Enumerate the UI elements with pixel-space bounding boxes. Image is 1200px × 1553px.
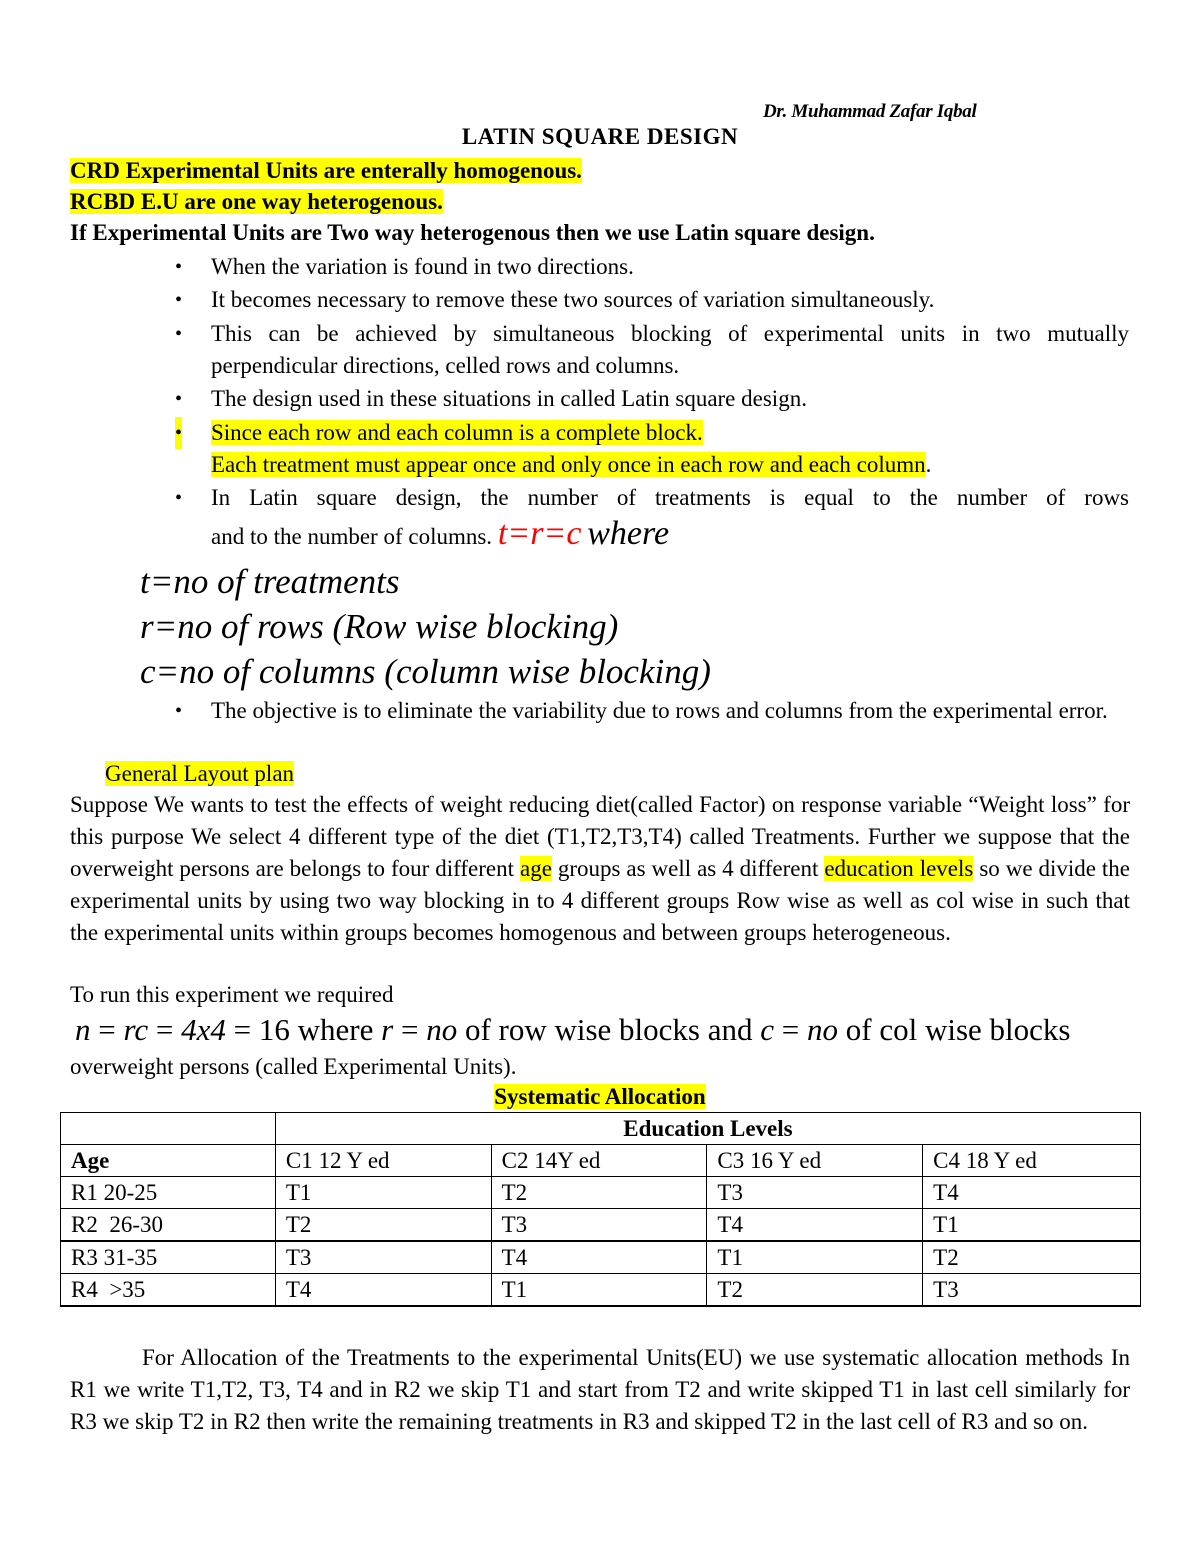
- table-cell: T4: [491, 1241, 707, 1274]
- bullet-icon: •: [175, 256, 183, 278]
- description-paragraph: Suppose We wants to test the effects of weight reducing diet(called Factor) on response variable “Weight loss” for this purpose We select 4 different type of the diet (T1,T2,T3,T4) called Treatments. Further we suppose that the overweight persons are belongs to four different age groups as well as 4 different education levels so we divide the experimental units by using two way blocking in to 4 different groups Row wise as well as col wise in such that the experimental units within groups becomes homogenous and between groups heterogeneous.: [70, 792, 1131, 945]
- row-label: R1 20-25: [61, 1177, 276, 1209]
- column-header: C1 12 Y ed: [275, 1145, 491, 1177]
- table-cell: T3: [923, 1274, 1141, 1307]
- table-cell: T4: [923, 1177, 1141, 1209]
- definition-c: c=no of columns (column wise blocking): [140, 652, 711, 691]
- table-row: [61, 1177, 1141, 1209]
- row-header: Age: [61, 1145, 276, 1177]
- bullet-item: • When the variation is found in two directions.: [211, 251, 1129, 283]
- author-name: Dr. Muhammad Zafar Iqbal: [763, 101, 977, 122]
- bullet-icon: •: [175, 700, 183, 722]
- table-row: [61, 1241, 1141, 1274]
- bullet-item: • This can be achieved by simultaneous blocking of experimental units in two mutually perpendicular directions, celled rows and columns.: [211, 318, 1129, 382]
- table-cell: T1: [275, 1177, 491, 1209]
- bullet-item: • It becomes necessary to remove these two sources of variation simultaneously.: [211, 284, 1129, 316]
- table-cell: T3: [491, 1209, 707, 1242]
- table-cell: [61, 1113, 276, 1145]
- table-cell: T4: [275, 1274, 491, 1307]
- bullet-item: • The design used in these situations in called Latin square design.: [211, 383, 1129, 415]
- bullet-item: • In Latin square design, the number of treatments is equal to the number of rows: [211, 482, 1129, 514]
- group-header: Education Levels: [275, 1113, 1140, 1145]
- layout-heading: General Layout plan: [105, 761, 295, 786]
- definition-r: r=no of rows (Row wise blocking): [140, 607, 619, 646]
- row-label: R3 31-35: [61, 1241, 276, 1274]
- table-cell: T2: [275, 1209, 491, 1242]
- latin-statement: If Experimental Units are Two way heterogenous then we use Latin square design.: [70, 220, 875, 245]
- column-header: C3 16 Y ed: [707, 1145, 923, 1177]
- table-row: [61, 1274, 1141, 1307]
- row-label: R2 26-30: [61, 1209, 276, 1242]
- table-cell: T3: [275, 1241, 491, 1274]
- table-cell: T1: [491, 1274, 707, 1307]
- bullet-icon: •: [175, 323, 183, 345]
- table-cell: T2: [923, 1241, 1141, 1274]
- bullet-icon: •: [175, 417, 182, 449]
- sample-size-formula: n = rc = 4x4 = 16 where r = no of row wise blocks and c = no of col wise blocks: [75, 1012, 1071, 1047]
- table-cell: T4: [707, 1209, 923, 1242]
- column-header: C2 14Y ed: [491, 1145, 707, 1177]
- allocation-paragraph: For Allocation of the Treatments to the experimental Units(EU) we use systematic allocation methods In R1 we write T1,T2, T3, T4 and in R2 we skip T1 and start from T2 and write skipped T1 in last cell similarly for R3 we skip T2 in R2 then write the remaining treatments in R3 and skipped T2 in the last cell of R3 and so on.: [70, 1345, 1130, 1434]
- column-header: C4 18 Y ed: [923, 1145, 1141, 1177]
- run-line: To run this experiment we required: [70, 982, 394, 1007]
- bullet-item: • The objective is to eliminate the variability due to rows and columns from the experimental error.: [211, 695, 1129, 727]
- bullet-icon: •: [175, 289, 183, 311]
- rcbd-statement: RCBD E.U are one way heterogenous.: [70, 189, 443, 214]
- table-cell: T1: [923, 1209, 1141, 1242]
- units-line: overweight persons (called Experimental Units).: [70, 1054, 517, 1079]
- allocation-table: [60, 1112, 1141, 1307]
- equation-trc: t=r=c: [497, 515, 582, 552]
- row-label: R4 >35: [61, 1274, 276, 1307]
- bullet-continuation: and to the number of columns. t=r=c where: [211, 515, 670, 552]
- bullet-icon: •: [175, 388, 183, 410]
- crd-statement: CRD Experimental Units are enterally homogenous.: [70, 158, 582, 183]
- bullet-icon: •: [175, 487, 183, 509]
- table-cell: T2: [707, 1274, 923, 1307]
- table-row: [61, 1145, 1141, 1177]
- table-cell: T2: [491, 1177, 707, 1209]
- table-cell: T3: [707, 1177, 923, 1209]
- table-caption: Systematic Allocation: [494, 1084, 706, 1109]
- bullet-item: • Since each row and each column is a complete block. Each treatment must appear once and only once in each row and each column.: [211, 417, 1129, 481]
- table-cell: T1: [707, 1241, 923, 1274]
- table-row: [61, 1209, 1141, 1242]
- table-row: [61, 1113, 1141, 1145]
- definition-t: t=no of treatments: [140, 562, 400, 601]
- page-title: LATIN SQUARE DESIGN: [461, 124, 739, 149]
